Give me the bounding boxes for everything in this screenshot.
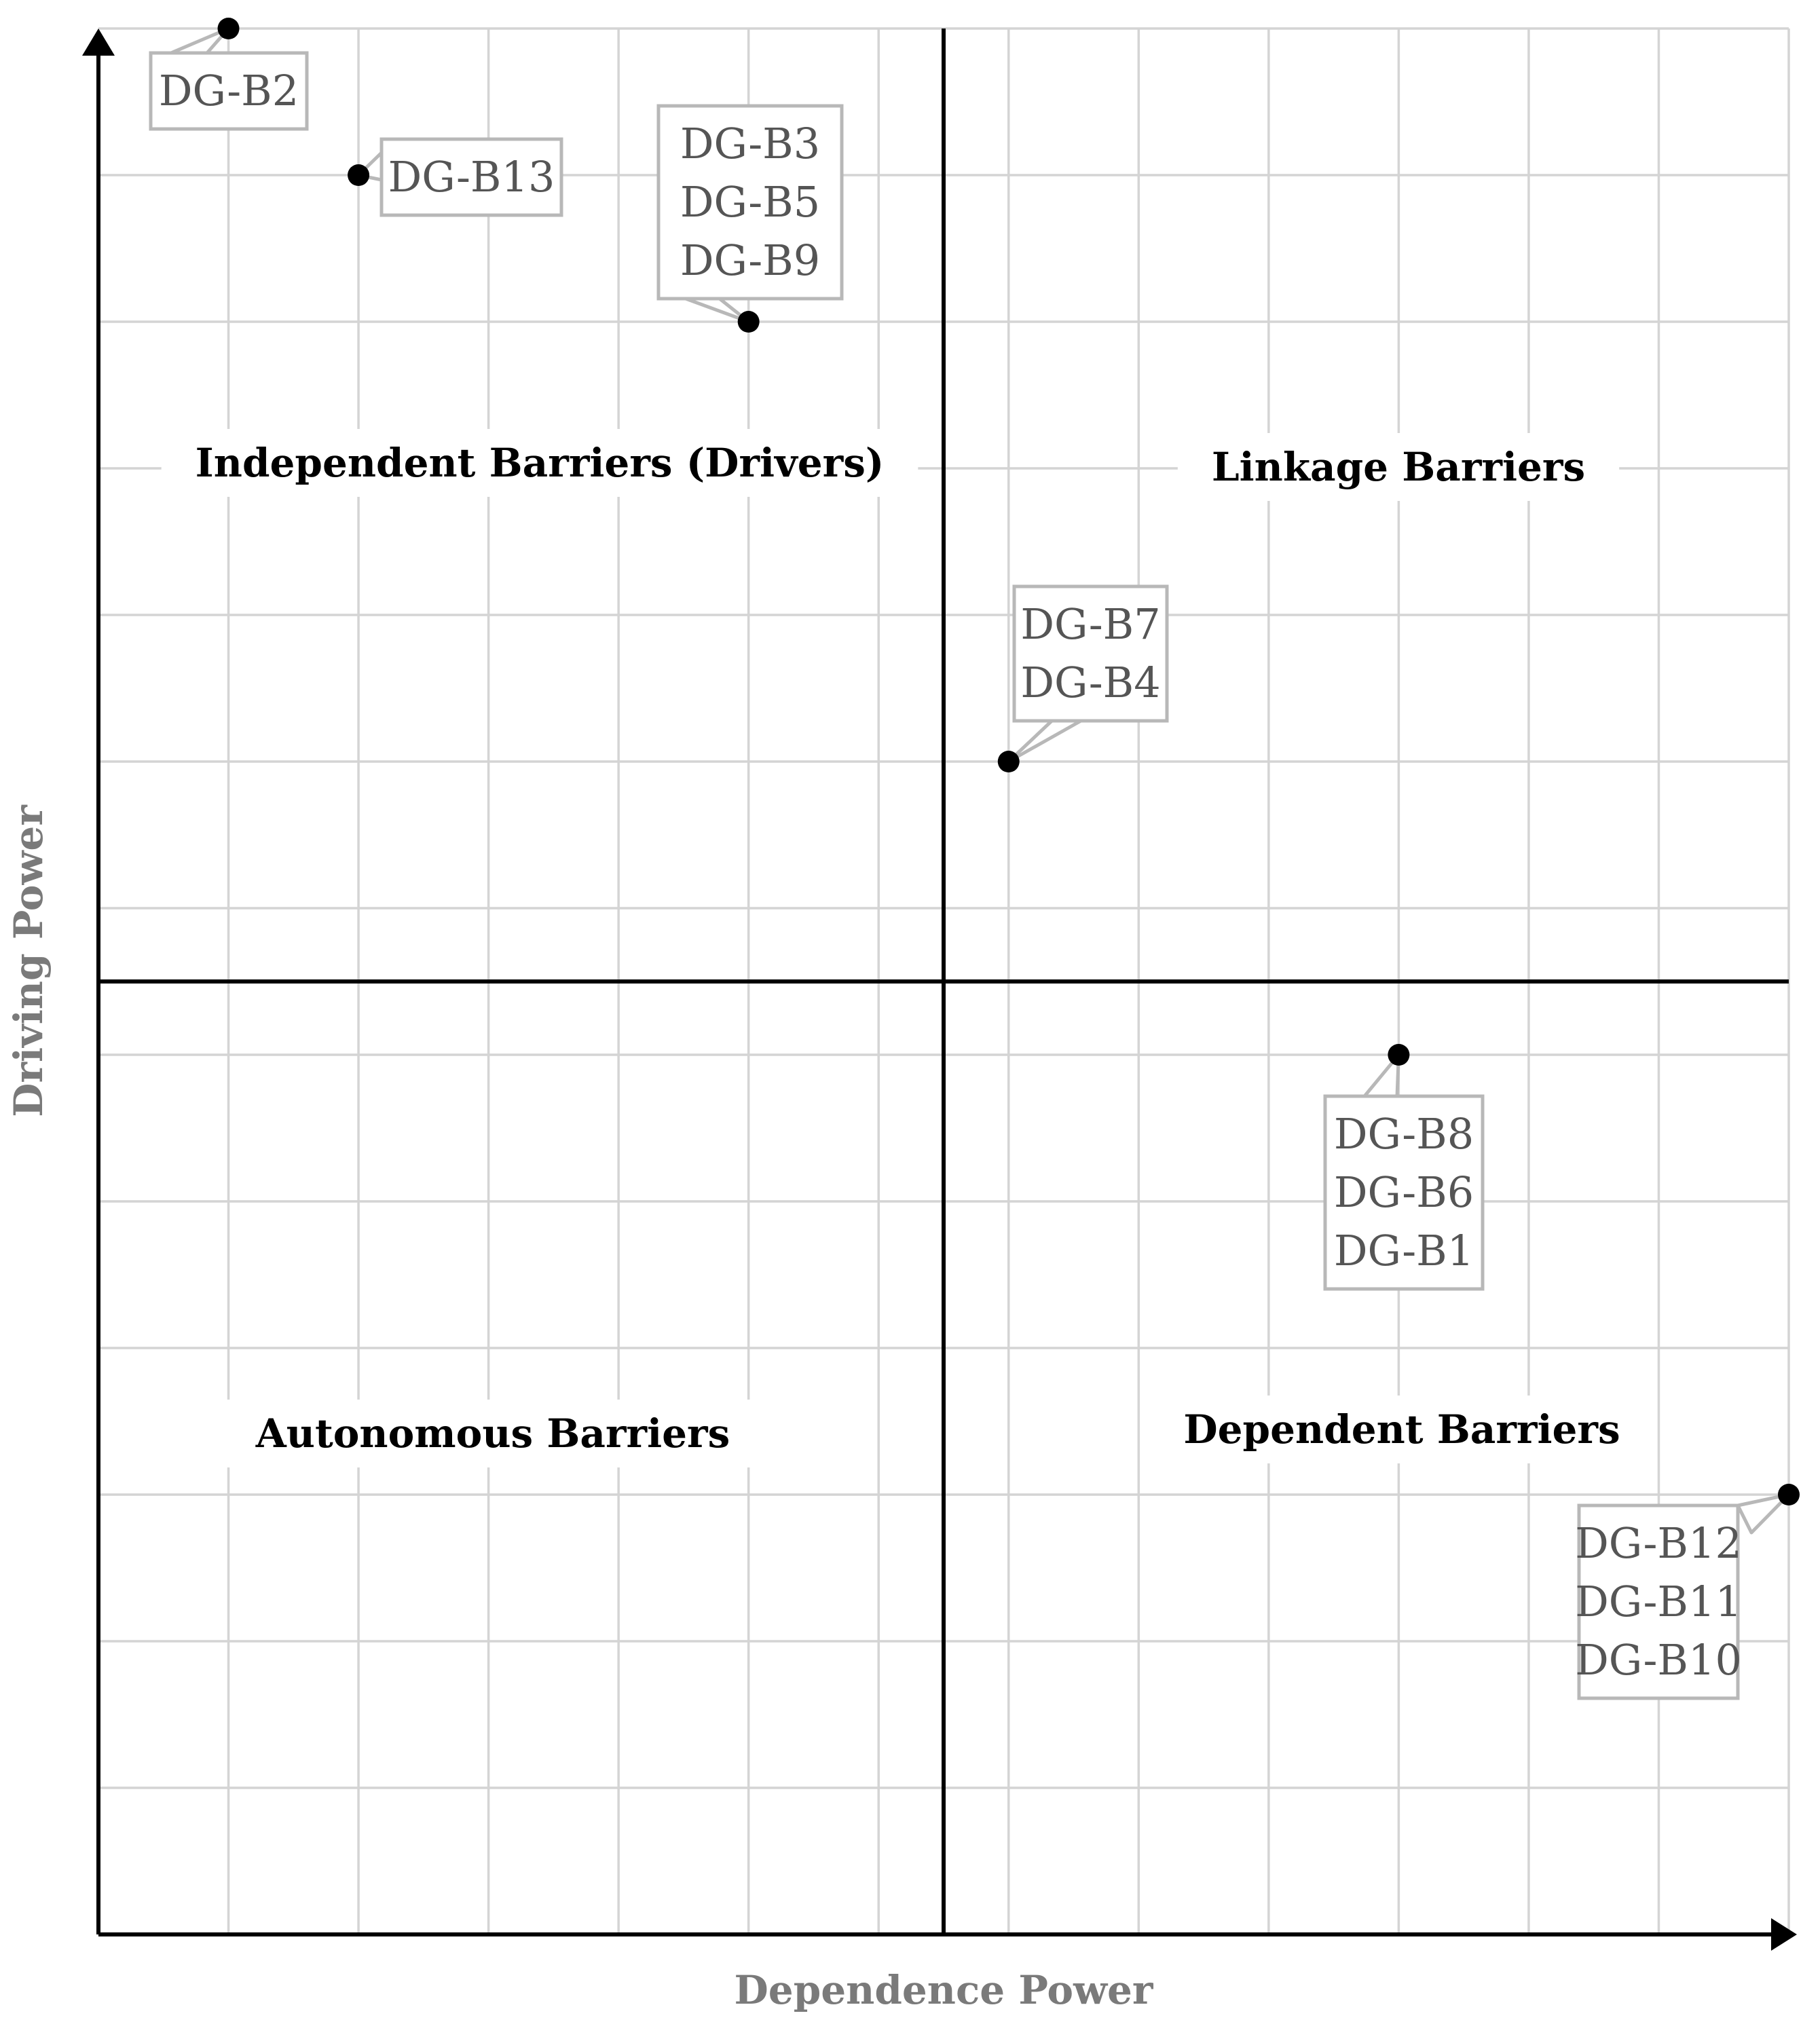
- point-label: DG-B6: [1333, 1167, 1474, 1217]
- point-label: DG-B10: [1575, 1635, 1742, 1685]
- point-label: DG-B8: [1333, 1109, 1474, 1159]
- y-axis-arrowhead: [82, 29, 115, 56]
- point-label: DG-B1: [1333, 1226, 1474, 1275]
- point-label: DG-B13: [388, 152, 555, 202]
- point-label: DG-B11: [1575, 1577, 1742, 1626]
- callout: [1009, 586, 1167, 762]
- point-label: DG-B3: [680, 119, 821, 168]
- point-label: DG-B9: [680, 236, 821, 285]
- callout: [1575, 1495, 1789, 1698]
- data-point: [998, 751, 1020, 772]
- callout: [658, 106, 842, 322]
- data-point: [348, 164, 369, 186]
- data-point: [1388, 1044, 1409, 1066]
- quadrant-labels: [162, 429, 1654, 1467]
- x-axis-arrowhead: [1771, 1918, 1797, 1951]
- quadrant-label-bottom-right: Dependent Barriers: [1183, 1406, 1620, 1453]
- data-point: [218, 18, 240, 39]
- quadrant-label-top-right: Linkage Barriers: [1211, 444, 1586, 490]
- data-point: [738, 311, 760, 333]
- point-label: DG-B2: [158, 66, 299, 115]
- y-axis-title: Driving Power: [5, 805, 52, 1117]
- point-label: DG-B5: [680, 177, 821, 227]
- x-axis-title: Dependence Power: [734, 1967, 1153, 2013]
- quadrant-label-top-left: Independent Barriers (Drivers): [195, 440, 885, 486]
- point-label: DG-B4: [1020, 658, 1161, 707]
- callout: [358, 139, 561, 215]
- point-label: DG-B12: [1575, 1518, 1742, 1568]
- data-point: [1778, 1484, 1800, 1505]
- callout: [1325, 1055, 1483, 1289]
- quadrant-label-bottom-left: Autonomous Barriers: [255, 1410, 730, 1457]
- point-label: DG-B7: [1020, 599, 1161, 649]
